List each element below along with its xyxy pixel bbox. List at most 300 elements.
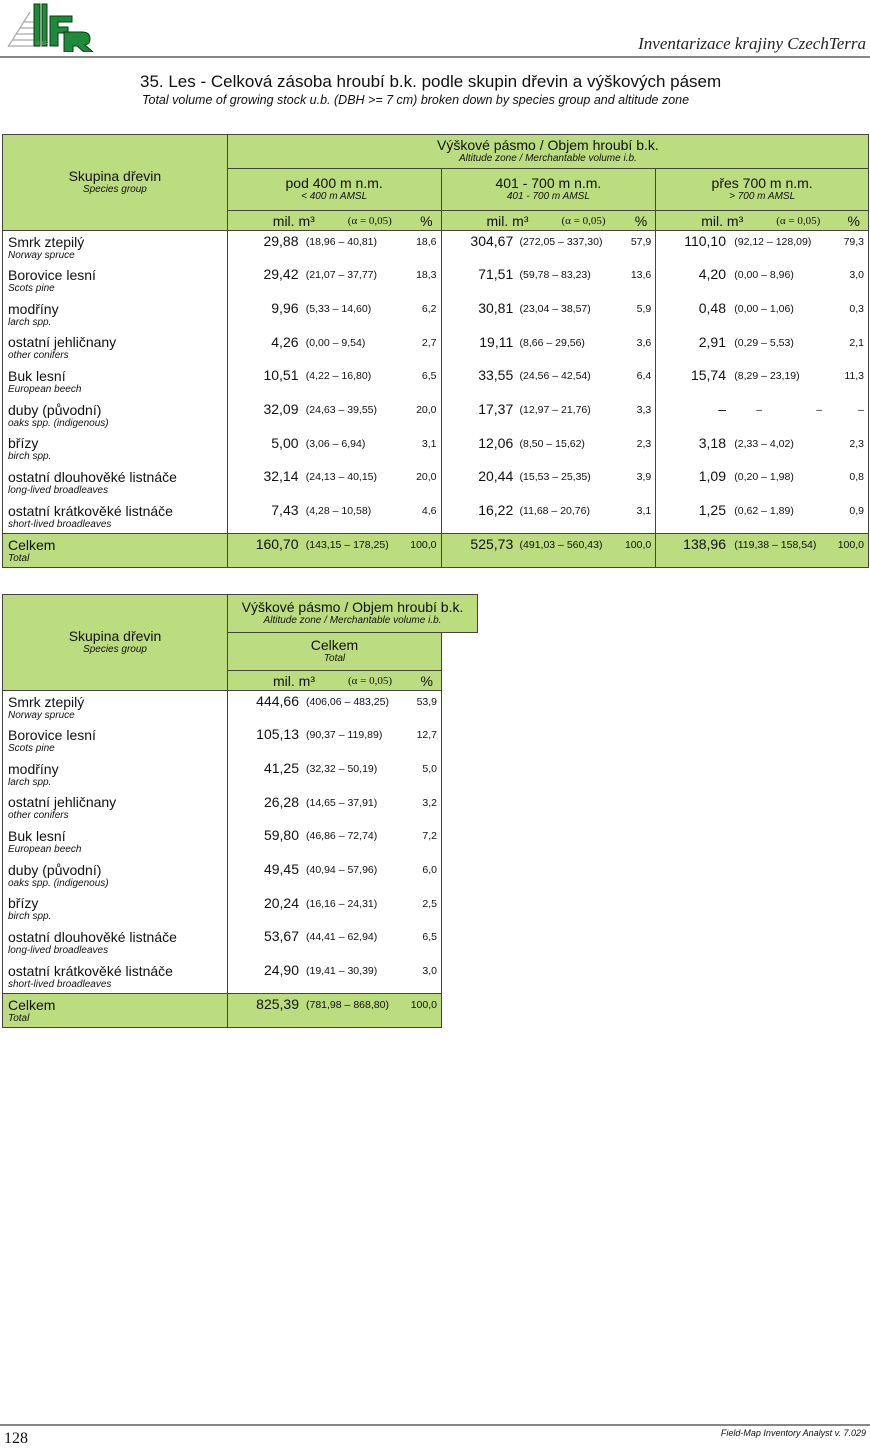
spacer — [442, 994, 478, 1028]
confidence-interval: (23,04 – 38,57) — [519, 302, 591, 315]
confidence-interval: (406,06 – 483,25) — [306, 696, 389, 708]
species-name-cz: duby (původní) — [8, 861, 102, 878]
ci-upper: 178,25 — [353, 539, 386, 552]
volume-value: 33,55 — [478, 367, 514, 384]
species-name — [3, 433, 228, 467]
ci-upper: 16,80 — [341, 370, 368, 383]
volume-value: 24,90 — [263, 962, 299, 978]
volume-cell — [441, 534, 656, 568]
ci-lower: 119,38 — [737, 539, 770, 552]
table-row — [3, 893, 478, 927]
volume-cell — [656, 365, 869, 399]
percent-label: % — [420, 673, 433, 689]
percent-value: 100,0 — [837, 539, 864, 552]
volume-value: 26,28 — [263, 793, 299, 810]
confidence-interval: (11,68 – 20,76) — [519, 505, 590, 517]
volume-value: 30,81 — [478, 299, 514, 316]
ci-lower: 12,97 — [523, 403, 550, 416]
percent-value: 6,2 — [421, 302, 437, 315]
volume-cell — [227, 466, 441, 500]
confidence-interval: (4,22 – 16,80) — [305, 370, 372, 383]
unit-label: mil. m³ — [272, 213, 315, 229]
volume-value: 3,18 — [698, 434, 726, 451]
volume-cell — [441, 433, 656, 467]
species-name — [3, 758, 228, 792]
volume-value: 20,24 — [263, 894, 299, 911]
zone-header-cz: Celkem — [310, 637, 359, 653]
percent-value: 13,6 — [630, 269, 652, 282]
percent-value: 3,1 — [421, 437, 437, 450]
table-row — [3, 433, 869, 467]
volume-value: 12,06 — [478, 434, 514, 451]
volume-value: 4,20 — [698, 266, 726, 283]
percent-value: 5,9 — [636, 302, 652, 315]
percent-value: 100,0 — [624, 539, 652, 552]
confidence-interval: (3,06 – 6,94) — [305, 437, 366, 450]
volume-cell — [656, 231, 869, 265]
confidence-interval: (119,38 – 158,54) — [734, 539, 817, 552]
unit-label: mil. m³ — [273, 673, 315, 689]
alpha-label: (α = 0,05) — [776, 215, 821, 227]
zone-header — [227, 169, 441, 211]
confidence-interval: (0,62 – 1,89) — [734, 505, 794, 517]
table-row — [3, 500, 869, 534]
confidence-interval: (8,66 – 29,56) — [519, 336, 585, 349]
percent-value: 3,2 — [422, 796, 437, 809]
zone-header-cz: pod 400 m n.m. — [285, 175, 383, 191]
volume-value: 5,00 — [271, 434, 299, 451]
table-row — [3, 792, 478, 826]
species-name-cz: Smrk ztepilý — [8, 233, 85, 250]
percent-label: % — [634, 213, 648, 229]
unit-label: mil. m³ — [701, 213, 744, 229]
volume-value: 41,25 — [263, 759, 299, 776]
percent-value: 79,3 — [843, 236, 864, 248]
species-name — [3, 332, 228, 366]
ci-lower: 0,29 — [737, 336, 759, 349]
species-group-header-cz: Skupina dřevin — [68, 628, 162, 644]
volume-value: 0,48 — [698, 299, 726, 316]
volume-cell — [656, 466, 869, 500]
table-row — [3, 332, 869, 366]
ci-upper: 868,80 — [353, 999, 386, 1012]
volume-value: 29,88 — [263, 233, 299, 249]
ci-upper: 4,02 — [769, 437, 791, 450]
volume-cell — [228, 926, 442, 960]
ci-upper: 42,54 — [560, 370, 588, 383]
spacer — [442, 724, 478, 758]
ci-upper: 38,57 — [560, 302, 588, 315]
volume-value: 1,25 — [698, 502, 726, 518]
unit-label: mil. m³ — [486, 213, 529, 229]
species-name-cz: modříny — [8, 300, 59, 317]
confidence-interval: (40,94 – 57,96) — [306, 863, 378, 876]
ci-upper: – — [816, 403, 823, 416]
spacer — [442, 893, 478, 927]
ci-upper: 14,60 — [341, 302, 368, 315]
ci-lower: 781,98 — [309, 999, 342, 1012]
species-name — [3, 859, 228, 893]
table-row — [3, 859, 478, 893]
species-name-cz: Borovice lesní — [8, 267, 96, 284]
confidence-interval: (90,37 – 119,89) — [306, 729, 383, 742]
volume-cell — [656, 298, 869, 332]
ci-lower: 40,94 — [309, 863, 336, 876]
ci-upper: 337,30 — [566, 236, 599, 248]
percent-value: 20,0 — [416, 403, 437, 416]
unit-header — [441, 211, 656, 231]
table-row — [3, 691, 478, 725]
ci-upper: 30,39 — [347, 965, 374, 977]
volume-cell — [441, 264, 656, 298]
species-name-en: short-lived broadleaves — [8, 518, 112, 530]
ci-lower: 24,63 — [309, 403, 336, 416]
ci-lower: 19,41 — [309, 965, 336, 977]
table-row — [3, 926, 478, 960]
percent-value: 2,1 — [849, 336, 864, 349]
ci-lower: 143,15 — [309, 539, 342, 552]
volume-cell — [227, 332, 441, 366]
alpha-label: (α = 0,05) — [561, 215, 606, 227]
ci-upper: 5,53 — [769, 336, 791, 349]
volume-cell — [441, 298, 656, 332]
percent-value: 0,3 — [849, 302, 864, 315]
volume-cell — [441, 332, 656, 366]
zone-header — [441, 169, 656, 211]
ci-lower: 5,33 — [309, 302, 330, 315]
confidence-interval: (8,29 – 23,19) — [734, 370, 800, 383]
volume-value: 32,09 — [263, 400, 299, 417]
volume-value: 9,96 — [271, 299, 299, 316]
species-name — [3, 365, 228, 399]
ci-upper: 50,19 — [347, 762, 374, 775]
percent-value: 12,7 — [416, 729, 437, 742]
ci-upper: 9,54 — [341, 336, 362, 349]
confidence-interval: (4,28 – 10,58) — [305, 505, 372, 517]
document-title: 35. Les - Celková zásoba hroubí b.k. podle skupin dřevin a výškových pásem — [140, 72, 722, 91]
ci-upper: 560,43 — [566, 539, 599, 552]
volume-cell — [441, 466, 656, 500]
volume-cell — [228, 758, 442, 792]
percent-value: 2,3 — [636, 437, 652, 450]
volume-cell — [228, 960, 442, 994]
species-name — [3, 298, 228, 332]
species-name — [3, 724, 228, 758]
ci-upper: 40,81 — [347, 236, 374, 248]
species-name-cz: Borovice lesní — [8, 727, 96, 744]
confidence-interval: (8,50 – 15,62) — [519, 437, 585, 450]
volume-value: 825,39 — [256, 996, 299, 1013]
table-row — [3, 825, 478, 859]
species-name-en: Total — [8, 552, 30, 564]
confidence-interval: (0,20 – 1,98) — [734, 471, 794, 484]
percent-value: 2,7 — [421, 336, 437, 349]
volume-value: 160,70 — [255, 536, 299, 553]
volume-value: 16,22 — [478, 502, 514, 518]
species-name-en: Scots pine — [8, 743, 55, 755]
ci-lower: 46,86 — [309, 830, 336, 843]
volume-cell — [227, 231, 441, 265]
unit-header — [656, 211, 869, 231]
zone-header-en: Total — [323, 653, 346, 664]
species-name-en: other conifers — [8, 350, 69, 362]
ci-lower: 15,53 — [523, 471, 550, 484]
ci-lower: 8,66 — [523, 336, 544, 349]
volume-value: 525,73 — [470, 536, 514, 553]
confidence-interval: (15,53 – 25,35) — [519, 471, 591, 484]
zone-header-cz: 401 - 700 m n.m. — [495, 175, 602, 191]
spacer — [442, 926, 478, 960]
volume-cell — [228, 792, 442, 826]
species-group-header-cz: Skupina dřevin — [68, 168, 162, 184]
ci-upper: 1,89 — [769, 505, 791, 517]
volume-value: 49,45 — [263, 860, 299, 877]
percent-value: – — [858, 403, 864, 416]
species-name — [3, 500, 228, 534]
ci-lower: 18,96 — [309, 236, 336, 248]
species-group-header-en: Species group — [83, 644, 147, 655]
header-spacer — [442, 633, 478, 671]
percent-value: 3,9 — [636, 471, 652, 484]
ci-lower: 14,65 — [309, 796, 336, 809]
ci-lower: 24,56 — [523, 370, 550, 383]
total-volume-table — [2, 594, 478, 1028]
volume-value: 59,80 — [263, 827, 299, 844]
volume-cell — [656, 399, 869, 433]
volume-value: 304,67 — [470, 233, 514, 249]
ci-upper: 6,94 — [341, 437, 362, 450]
species-name-en: Total — [8, 1012, 30, 1024]
percent-value: 0,9 — [849, 505, 864, 517]
unit-header — [227, 211, 441, 231]
spacer — [442, 960, 478, 994]
ci-upper: 158,54 — [780, 539, 813, 552]
species-name-cz: ostatní krátkověké listnáče — [8, 962, 173, 979]
volume-cell — [227, 399, 441, 433]
ci-lower: 2,33 — [737, 437, 759, 450]
zone-header-cz: přes 700 m n.m. — [711, 175, 813, 191]
species-name-en: short-lived broadleaves — [8, 978, 112, 990]
species-name-cz: Celkem — [8, 536, 56, 553]
percent-value: 57,9 — [630, 236, 652, 248]
table-row — [3, 298, 869, 332]
confidence-interval: (0,00 – 8,96) — [734, 269, 794, 282]
percent-value: 53,9 — [416, 696, 437, 708]
confidence-interval: (14,65 – 37,91) — [306, 796, 378, 809]
species-name-cz: ostatní jehličnany — [8, 334, 117, 351]
ci-lower: 8,29 — [737, 370, 759, 383]
species-name-en: long-lived broadleaves — [8, 945, 109, 957]
species-name-cz: Celkem — [8, 996, 56, 1013]
volume-cell — [227, 298, 441, 332]
total-row — [3, 534, 869, 568]
altitude-zone-header-en: Altitude zone / Merchantable volume i.b. — [263, 615, 442, 626]
species-name-en: larch spp. — [8, 316, 52, 328]
footer-divider — [0, 1424, 870, 1426]
ci-lower: 491,03 — [523, 539, 556, 552]
species-name — [3, 792, 228, 826]
percent-value: 0,8 — [849, 471, 864, 484]
confidence-interval: (18,96 – 40,81) — [305, 236, 378, 248]
species-name-en: Scots pine — [8, 283, 55, 295]
zone-header-total — [228, 633, 442, 671]
species-name — [3, 825, 228, 859]
volume-cell — [656, 264, 869, 298]
volume-cell — [441, 399, 656, 433]
species-name-en: European beech — [8, 384, 82, 396]
percent-value: 6,5 — [421, 370, 437, 383]
ci-upper: 1,06 — [769, 302, 791, 315]
ci-lower: 90,37 — [309, 729, 336, 742]
species-name — [3, 994, 228, 1028]
percent-value: 20,0 — [416, 471, 437, 484]
species-name-en: birch spp. — [8, 911, 52, 923]
ci-upper: 24,31 — [347, 897, 374, 910]
ci-upper: 21,76 — [560, 403, 588, 416]
ci-upper: 10,58 — [341, 505, 368, 517]
species-name-cz: břízy — [8, 435, 39, 452]
species-group-header-en: Species group — [82, 184, 147, 195]
ci-upper: 1,98 — [769, 471, 791, 484]
spacer — [442, 825, 478, 859]
altitude-zone-header-cz: Výškové pásmo / Objem hroubí b.k. — [437, 137, 659, 153]
confidence-interval: (21,07 – 37,77) — [305, 269, 378, 282]
confidence-interval: (44,41 – 62,94) — [306, 931, 378, 944]
ci-lower: 272,05 — [523, 236, 556, 248]
volume-cell — [656, 433, 869, 467]
percent-value: 100,0 — [410, 999, 437, 1012]
ci-lower: 0,00 — [737, 269, 759, 282]
zone-header — [656, 169, 869, 211]
ci-upper: 23,19 — [769, 370, 797, 383]
volume-value: 15,74 — [690, 367, 726, 384]
table-row — [3, 365, 869, 399]
species-name — [3, 399, 228, 433]
volume-cell — [227, 264, 441, 298]
confidence-interval: (24,56 – 42,54) — [519, 370, 591, 383]
ci-upper: 20,76 — [560, 505, 587, 517]
zone-header-en: > 700 m AMSL — [729, 191, 796, 202]
volume-cell — [228, 994, 442, 1028]
percent-value: 100,0 — [410, 539, 437, 552]
ci-upper: 15,62 — [555, 437, 582, 450]
ci-lower: 0,00 — [737, 302, 759, 315]
ci-upper: 62,94 — [347, 931, 374, 944]
volume-cell — [227, 433, 441, 467]
ci-upper: 8,96 — [769, 269, 791, 282]
volume-cell — [228, 691, 442, 725]
total-row — [3, 994, 478, 1028]
volume-value: 1,09 — [698, 468, 726, 485]
app-version: Field-Map Inventory Analyst v. 7.029 — [720, 1428, 866, 1438]
species-name — [3, 691, 228, 725]
confidence-interval: (272,05 – 337,30) — [519, 236, 603, 248]
percent-value: 18,6 — [416, 236, 437, 248]
altitude-zone-header-cz: Výškové pásmo / Objem hroubí b.k. — [241, 599, 464, 615]
percent-value: 5,0 — [422, 762, 437, 775]
table-row — [3, 960, 478, 994]
ci-upper: 119,89 — [347, 729, 379, 742]
volume-value: 4,26 — [271, 333, 299, 350]
volume-value: 53,67 — [263, 928, 299, 945]
ci-lower: – — [756, 403, 763, 416]
header-spacer — [442, 671, 478, 691]
table-row — [3, 724, 478, 758]
confidence-interval: (0,00 – 1,06) — [734, 302, 794, 315]
percent-value: 6,0 — [422, 863, 437, 876]
confidence-interval: (19,41 – 30,39) — [306, 965, 378, 977]
species-name-cz: břízy — [8, 895, 39, 912]
confidence-interval: (59,78 – 83,23) — [519, 269, 591, 282]
volume-cell — [228, 859, 442, 893]
document-subtitle: Total volume of growing stock u.b. (DBH >= 7 cm) broken down by species group and altitude zone — [142, 93, 690, 107]
volume-cell — [228, 724, 442, 758]
volume-value: 110,10 — [684, 233, 726, 249]
species-name-cz: modříny — [8, 760, 59, 777]
ci-lower: 3,06 — [309, 437, 330, 450]
species-name — [3, 960, 228, 994]
ci-lower: 32,32 — [309, 762, 336, 775]
species-name-en: birch spp. — [8, 451, 52, 463]
volume-cell — [441, 500, 656, 534]
species-name — [3, 231, 228, 265]
species-name-en: European beech — [8, 844, 82, 856]
species-name-cz: Smrk ztepilý — [8, 693, 85, 710]
species-name-cz: Buk lesní — [8, 828, 66, 845]
ci-upper: 39,55 — [347, 403, 374, 416]
ifer-logo — [4, 2, 99, 52]
percent-value: 4,6 — [421, 505, 437, 517]
volume-value: 20,44 — [478, 468, 514, 485]
percent-label: % — [420, 213, 433, 229]
species-name-en: other conifers — [8, 810, 69, 822]
species-name-en: oaks spp. (indigenous) — [8, 877, 109, 889]
table-row — [3, 264, 869, 298]
ci-lower: 8,50 — [523, 437, 544, 450]
percent-value: 6,4 — [636, 370, 652, 383]
confidence-interval: (0,00 – 9,54) — [305, 336, 366, 349]
species-name — [3, 926, 228, 960]
species-name-en: Norway spruce — [8, 249, 75, 261]
species-group-header — [3, 135, 228, 231]
species-name-cz: Buk lesní — [8, 368, 66, 385]
ci-lower: 406,06 — [309, 696, 342, 708]
volume-cell — [227, 365, 441, 399]
volume-value: 17,37 — [478, 400, 514, 417]
volume-cell — [227, 534, 441, 568]
spacer — [442, 792, 478, 826]
page-number: 128 — [4, 1430, 28, 1447]
ci-upper: 83,23 — [560, 269, 588, 282]
volume-cell — [228, 893, 442, 927]
confidence-interval: (0,29 – 5,53) — [734, 336, 794, 349]
percent-value: 2,3 — [849, 437, 864, 450]
ci-upper: 483,25 — [353, 696, 386, 708]
volume-value: – — [718, 400, 726, 417]
confidence-interval: (491,03 – 560,43) — [519, 539, 603, 552]
species-name-cz: ostatní jehličnany — [8, 794, 117, 811]
alpha-label: (α = 0,05) — [347, 215, 392, 227]
percent-value: 2,5 — [422, 897, 437, 910]
table-row — [3, 399, 869, 433]
percent-value: 7,2 — [422, 830, 437, 843]
volume-value: 10,51 — [263, 367, 299, 384]
species-name-en: Norway spruce — [8, 709, 75, 721]
zone-header-en: < 400 m AMSL — [301, 191, 368, 202]
unit-header — [228, 671, 442, 691]
altitude-zone-table — [2, 134, 869, 568]
ci-lower: 4,28 — [309, 505, 330, 517]
